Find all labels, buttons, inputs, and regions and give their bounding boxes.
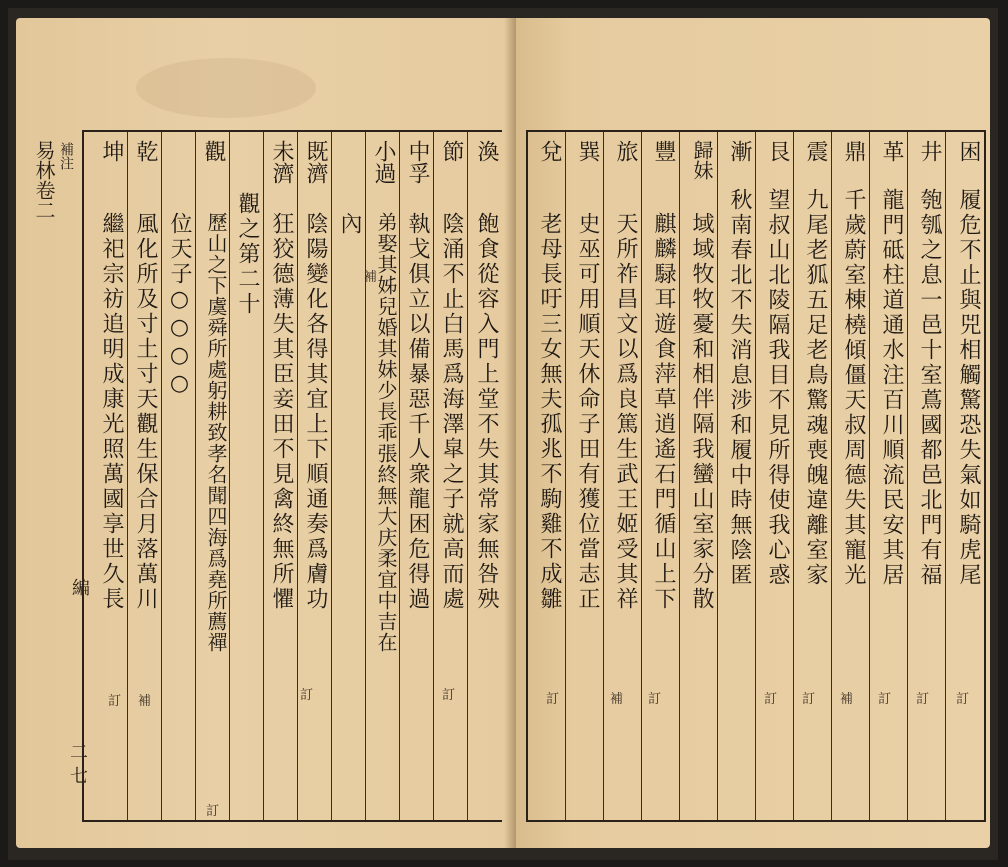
column-head: 震 bbox=[803, 140, 828, 162]
column-head: 觀 bbox=[201, 140, 226, 162]
note-mark: 訂 bbox=[764, 692, 778, 707]
column-head: 巽 bbox=[575, 140, 600, 162]
column-xun bbox=[566, 132, 604, 820]
column-section-title bbox=[230, 132, 264, 820]
column-text: 望叔山北陵隔我目不見所得使我心惑 bbox=[765, 188, 790, 588]
column-text: 狂狡德薄失其臣妾田不見禽終無所懼 bbox=[269, 212, 294, 612]
column-head: 漸 bbox=[727, 140, 752, 162]
column-guimei bbox=[680, 132, 718, 820]
note-mark: 訂 bbox=[648, 692, 662, 707]
column-head: 井 bbox=[917, 140, 942, 162]
column-text: 龍門砥柱道通水注百川順流民安其居 bbox=[879, 188, 904, 588]
column-jie bbox=[434, 132, 468, 820]
note-mark: 補 bbox=[138, 694, 152, 709]
column-gen bbox=[756, 132, 794, 820]
column-head: 既濟 bbox=[303, 140, 328, 184]
note-mark: 訂 bbox=[956, 692, 970, 707]
column-text: 內 bbox=[337, 212, 362, 237]
column-text: 秋南春北不失消息涉和履中時無陰匿 bbox=[727, 188, 752, 588]
column-kun2 bbox=[946, 132, 984, 820]
column-kun bbox=[94, 132, 128, 820]
column-text: 老母長吁三女無夫孤兆不駒雞不成雛 bbox=[537, 212, 562, 612]
left-text-frame bbox=[82, 130, 502, 822]
column-text: 陰陽變化各得其宜上下順通奏爲膚功 bbox=[303, 212, 328, 612]
column-text: 繼祀宗祊追明成康光照萬國享世久長 bbox=[99, 212, 124, 612]
note-mark: 訂 bbox=[442, 688, 456, 703]
note-mark: 訂 bbox=[108, 694, 122, 709]
margin-title: 易林卷二 bbox=[32, 140, 56, 220]
column-qian bbox=[128, 132, 162, 820]
column-huan bbox=[468, 132, 502, 820]
column-head: 節 bbox=[439, 140, 464, 162]
note-mark: 訂 bbox=[300, 688, 314, 703]
column-jiji bbox=[298, 132, 332, 820]
column-guan bbox=[196, 132, 230, 820]
column-head: 歸妹 bbox=[690, 140, 714, 180]
column-head: 未濟 bbox=[269, 140, 294, 184]
column-zhen bbox=[794, 132, 832, 820]
paper-stain bbox=[136, 58, 316, 118]
column-text: 風化所及寸土寸天觀生保合月落萬川 bbox=[133, 212, 158, 612]
column-text: 位天子○○○○ bbox=[167, 212, 192, 399]
column-head: 渙 bbox=[474, 140, 499, 162]
column-head: 鼎 bbox=[841, 140, 866, 162]
column-text: 匏瓠之息一邑十室蔦國都邑北門有福 bbox=[917, 188, 942, 588]
page-number: 二七 bbox=[67, 742, 88, 790]
column-dui bbox=[528, 132, 566, 820]
note-mark: 訂 bbox=[878, 692, 892, 707]
column-head: 革 bbox=[879, 140, 904, 162]
column-text: 麒麟騄耳遊食萍草逍遙石門循山上下 bbox=[651, 212, 676, 612]
note-mark: 訂 bbox=[546, 692, 560, 707]
column-zhongfu bbox=[400, 132, 434, 820]
column-text: 九尾老狐五足老鳥驚魂喪魄違離室家 bbox=[803, 188, 828, 588]
column-text: 天所祚昌文以爲良篤生武王姬受其祥 bbox=[613, 212, 638, 612]
margin-sub: 補注 bbox=[58, 142, 74, 170]
column-head: 兌 bbox=[537, 140, 562, 162]
column-head: 小過 bbox=[371, 140, 396, 184]
note-mark: 訂 bbox=[802, 692, 816, 707]
column-jing bbox=[908, 132, 946, 820]
column-jian bbox=[718, 132, 756, 820]
right-page bbox=[516, 18, 990, 848]
note-mark: 訂 bbox=[206, 804, 220, 819]
column-text: 千歲蔚室棟橈傾僵天叔周德失其寵光 bbox=[841, 188, 866, 588]
note-mark: 補 bbox=[364, 270, 378, 285]
note-mark: 訂 bbox=[916, 692, 930, 707]
column-text: 履危不止與兕相觸驚恐失氣如騎虎尾 bbox=[956, 188, 981, 588]
left-page bbox=[16, 18, 516, 848]
column-head: 中孚 bbox=[405, 140, 430, 184]
column-head: 坤 bbox=[99, 140, 124, 162]
column-text: 執戈俱立以備暴惡千人衆龍困危得過 bbox=[405, 212, 430, 612]
right-text-frame bbox=[526, 130, 986, 822]
column-ge bbox=[870, 132, 908, 820]
column-head: 乾 bbox=[133, 140, 158, 162]
column-xiaoguo bbox=[366, 132, 400, 820]
column-text: 弟娶其姊兒婚其妹少長乖張終無大庆柔宜中吉在 bbox=[374, 212, 398, 653]
footer-mark: 編 bbox=[69, 578, 90, 596]
section-title: 觀之第二十 bbox=[235, 192, 260, 317]
column-text: 飽食從容入門上堂不失其常家無咎殃 bbox=[474, 212, 499, 612]
column-weitianzi bbox=[162, 132, 196, 820]
column-head: 艮 bbox=[765, 140, 790, 162]
column-nei bbox=[332, 132, 366, 820]
book-spread bbox=[8, 8, 998, 860]
column-text: 陰涌不止白馬爲海澤皐之子就高而處 bbox=[439, 212, 464, 612]
column-weiji bbox=[264, 132, 298, 820]
column-feng bbox=[642, 132, 680, 820]
column-ding bbox=[832, 132, 870, 820]
note-mark: 補 bbox=[840, 692, 854, 707]
column-text: 史巫可用順天休命子田有獲位當志正 bbox=[575, 212, 600, 612]
column-head: 豐 bbox=[651, 140, 676, 162]
note-mark: 補 bbox=[610, 692, 624, 707]
column-lv bbox=[604, 132, 642, 820]
column-head: 旅 bbox=[613, 140, 638, 162]
column-head: 困 bbox=[956, 140, 981, 162]
column-text: 域域牧牧憂和相伴隔我蠻山室家分散 bbox=[689, 212, 714, 612]
column-text: 歷山之下虞舜所處躬耕致孝名聞四海爲堯所薦禪 bbox=[204, 212, 228, 653]
